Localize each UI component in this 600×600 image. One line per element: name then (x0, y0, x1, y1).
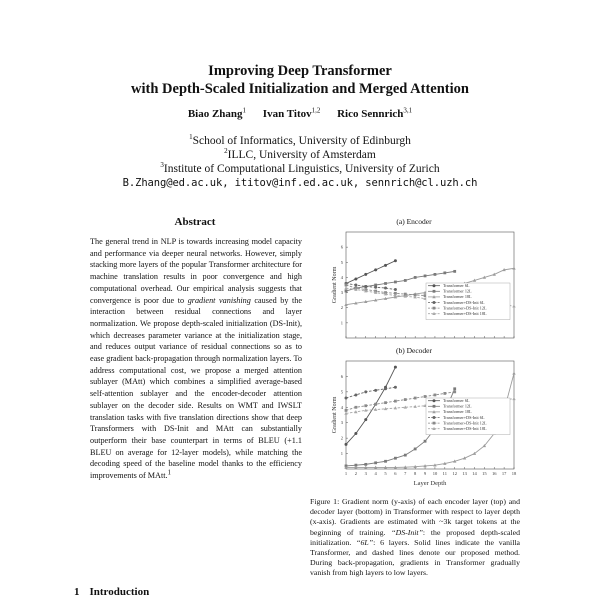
section-number: 1 (74, 586, 80, 598)
data-point (345, 284, 348, 287)
footnote-mark[interactable]: 1 (167, 468, 172, 477)
data-point (374, 286, 377, 289)
data-point (364, 273, 367, 276)
legend-marker (433, 405, 436, 408)
author-name: Biao Zhang (187, 108, 243, 120)
data-point (374, 389, 377, 392)
x-tick-label: 17 (501, 471, 507, 476)
data-point (374, 403, 377, 406)
data-point (512, 372, 515, 375)
x-axis-label: Layer Depth (413, 480, 447, 487)
x-tick-label: 4 (374, 471, 377, 476)
affiliation-text: Institute of Computational Linguistics, University of Zurich (163, 163, 440, 175)
legend-entry: Transformer 18L (443, 294, 472, 300)
abstract-text: The general trend in NLP is towards increasing model capacity and performance via deeper neural networks. However, simply stacking more layers of the popular Transformer architecture for machine translation results in poor convergence and high computational overhead. Our empirical analysis suggests that convergence is poor due to (90, 237, 302, 305)
x-tick-label: 15 (482, 471, 487, 476)
data-point (364, 390, 367, 393)
x-tick-label: 3 (364, 471, 367, 476)
x-tick-label: 12 (452, 471, 457, 476)
data-point (443, 271, 446, 274)
data-point (414, 397, 417, 400)
data-point (414, 448, 417, 451)
data-point (394, 400, 397, 403)
affiliation-mark: 2 (224, 147, 228, 156)
x-tick-label: 9 (423, 471, 427, 476)
y-tick-label: 6 (340, 373, 343, 379)
legend-entry: Transformer 6L (443, 283, 470, 288)
legend-marker (433, 284, 436, 287)
data-point (394, 259, 397, 262)
y-tick-label: 5 (340, 259, 343, 265)
x-tick-label: 16 (491, 471, 497, 476)
abstract-text: caused by the interaction between residual connections and layer normalization. We propose depth-scaled initialization (DS-Init), which decreases parameter variance at the initialization stage, and reduces output variance of residual connections so as to ease gradient back-propagation through normalization layers. To address computational cost, we propose a merged attention sublayer (MAtt) which combines a simplified average-based self-attention sublayer and the encoder-decoder attention sublayer on the decoder side. Results on WMT and IWSLT translation tasks with five translation directions show that deep Transformers with DS-Init and MAtt can substantially outperform their base counterpart in terms of BLEU (+1.1 BLEU on average for 12-layer models), while matching the decoding speed of the baseline model thanks to the efficiency improvements of MAtt. (90, 295, 302, 481)
y-tick-label: 3 (340, 290, 343, 296)
author-list (0, 108, 600, 120)
abstract-body (90, 236, 302, 482)
x-tick-label: 10 (432, 471, 438, 476)
caption-text: Gradient norm (y-axis) of each encoder layer (top) and decoder layer (bottom) in Transformer with respect to layer depth (x-axis). Gradients are estimated with ~3k target tokens at the beginning of training. (310, 497, 520, 537)
data-point (345, 397, 348, 400)
legend-marker (433, 416, 436, 419)
section-heading (74, 586, 149, 598)
encoder-gradient-chart (310, 226, 520, 344)
series-line (346, 367, 395, 444)
data-point (424, 395, 427, 398)
data-point (364, 285, 367, 288)
subfigure-caption-encoder: (a) Encoder (396, 217, 432, 226)
x-tick-label: 18 (511, 471, 517, 476)
x-tick-label: 6 (394, 471, 397, 476)
legend-entry: Transformer+DS-Init 18L (443, 426, 487, 431)
affiliation-mark: 1 (189, 133, 193, 142)
data-point (404, 398, 407, 401)
y-tick-label: 1 (340, 320, 343, 326)
legend-entry: Transformer+DS-Init 6L (443, 414, 485, 420)
paper-title-line-1: Improving Deep Transformer (208, 63, 392, 79)
affiliation-text: School of Informatics, University of Edinburgh (192, 135, 411, 147)
legend-entry: Transformer+DS-Init 12L (443, 420, 487, 426)
author-emails: B.Zhang@ed.ac.uk, ititov@inf.ed.ac.uk, sennrich@cl.uzh.ch (122, 177, 478, 189)
data-point (345, 409, 348, 412)
legend-entry: Transformer 12L (443, 403, 472, 409)
data-point (453, 387, 456, 390)
data-point (364, 463, 367, 466)
data-point (443, 392, 446, 395)
data-point (434, 394, 437, 397)
data-point (384, 282, 387, 285)
y-tick-label: 2 (340, 305, 343, 311)
data-point (354, 432, 357, 435)
data-point (404, 454, 407, 457)
author-affiliation-mark: 1,2 (311, 106, 321, 115)
y-axis-label: Gradient Norm (332, 266, 338, 304)
data-point (354, 406, 357, 409)
x-tick-label: 11 (442, 471, 447, 476)
data-point (424, 440, 427, 443)
affiliation (0, 162, 600, 176)
data-point (364, 418, 367, 421)
caption-emphasis: “DS-Init” (391, 527, 423, 537)
affiliation (0, 134, 600, 148)
data-point (394, 281, 397, 284)
data-point (424, 275, 427, 278)
author-name: Ivan Titov (262, 108, 312, 120)
legend-entry: Transformer 12L (443, 288, 472, 294)
caption-emphasis: “6L” (356, 537, 374, 547)
x-tick-label: 13 (462, 471, 467, 476)
data-point (364, 404, 367, 407)
x-tick-label: 8 (414, 471, 417, 476)
data-point (345, 443, 348, 446)
data-point (394, 457, 397, 460)
series-line (346, 387, 395, 398)
data-point (434, 273, 437, 276)
y-tick-label: 4 (340, 274, 343, 280)
legend-marker (433, 301, 436, 304)
y-tick-label: 2 (340, 435, 343, 441)
y-tick-label: 5 (340, 389, 343, 395)
data-point (354, 284, 357, 287)
data-point (354, 393, 357, 396)
y-tick-label: 4 (340, 404, 343, 410)
data-point (384, 387, 387, 390)
series-line (346, 261, 395, 284)
caption-text: : 6 layers. Solid lines indicate the vanilla Transformer, and dashed lines denote our proposed method. During back-propagation, gradients in Transformer gradually vanish from high layers to low layers. (310, 537, 520, 578)
decoder-gradient-chart (310, 355, 520, 489)
abstract-emphasis: gradient vanishing (187, 295, 251, 305)
subfigure-caption-decoder: (b) Decoder (395, 346, 433, 355)
legend-entry: Transformer+DS-Init 12L (443, 305, 487, 311)
legend-marker (433, 422, 436, 425)
data-point (394, 366, 397, 369)
legend-marker (433, 399, 436, 402)
legend-entry: Transformer 6L (443, 398, 470, 403)
data-point (384, 401, 387, 404)
data-point (374, 268, 377, 271)
figure-label: Figure 1: (310, 497, 340, 506)
data-point (453, 390, 456, 393)
data-point (453, 270, 456, 273)
legend-marker (433, 307, 436, 310)
x-tick-label: 1 (344, 471, 348, 476)
x-tick-label: 2 (354, 471, 358, 476)
y-tick-label: 1 (340, 451, 343, 457)
legend-entry: Transformer+DS-Init 18L (443, 311, 487, 316)
data-point (384, 264, 387, 267)
x-tick-label: 14 (472, 471, 477, 476)
data-point (384, 460, 387, 463)
data-point (345, 290, 348, 293)
affiliation (0, 148, 600, 162)
y-tick-label: 3 (340, 420, 343, 426)
x-tick-label: 7 (404, 471, 407, 476)
data-point (404, 279, 407, 282)
paper-title-line-2: with Depth-Scaled Initialization and Merged Attention (131, 81, 469, 97)
figure-caption (310, 497, 520, 579)
abstract-heading: Abstract (174, 216, 216, 228)
data-point (374, 461, 377, 464)
caption-text: : the proposed depth-scaled initialization. (310, 527, 520, 547)
y-axis-label: Gradient Norm (332, 396, 338, 434)
legend-marker (433, 290, 436, 293)
legend-entry: Transformer+DS-Init 6L (443, 299, 485, 305)
affiliation-mark: 3 (160, 161, 164, 170)
y-tick-label: 6 (340, 244, 343, 250)
data-point (414, 276, 417, 279)
affiliation-text: ILLC, University of Amsterdam (227, 149, 376, 161)
x-tick-label: 5 (384, 471, 387, 476)
author-affiliation-mark: 3,1 (403, 106, 413, 115)
author-name: Rico Sennrich (337, 108, 404, 120)
data-point (394, 288, 397, 291)
author-affiliation-mark: 1 (242, 106, 247, 115)
legend-entry: Transformer 18L (443, 409, 472, 415)
data-point (394, 386, 397, 389)
section-title: Introduction (89, 586, 150, 598)
data-point (354, 277, 357, 280)
data-point (512, 304, 515, 307)
data-point (512, 397, 515, 400)
data-point (384, 287, 387, 290)
